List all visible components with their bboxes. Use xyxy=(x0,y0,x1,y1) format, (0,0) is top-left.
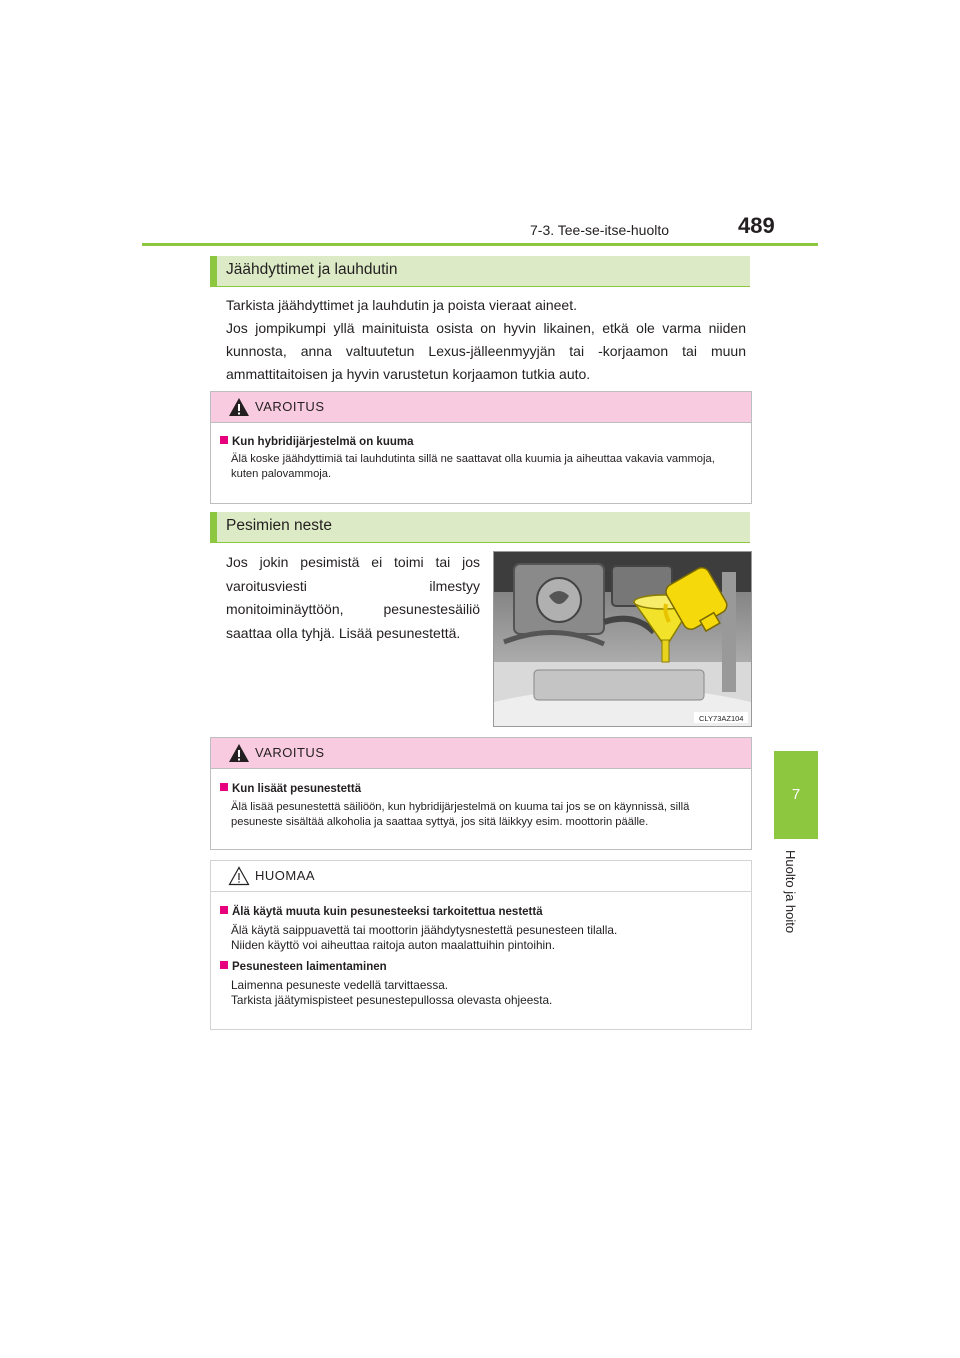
notice-item2-line2: Tarkista jäätymispisteet pesunestepullossa olevasta ohjeesta. xyxy=(231,993,553,1007)
notice-item1-title-text: Älä käytä muuta kuin pesunesteeksi tarkoitettua nestettä xyxy=(232,906,543,918)
bullet-square-icon xyxy=(220,906,228,914)
warning-item-title xyxy=(220,436,751,448)
section2-body: Jos jokin pesimistä ei toimi tai jos varoitusviesti ilmestyy monitoiminäyttöön, pesunestesäiliö saattaa olla tyhjä. Lisää pesunestettä. xyxy=(226,554,480,641)
warning-header xyxy=(211,392,751,423)
notice-item2-title-text: Pesunesteen laimentaminen xyxy=(232,961,387,973)
notice-item2-title xyxy=(220,961,751,973)
notice-item1-line2: Niiden käyttö voi aiheuttaa raitoja auton maalattuihin pintoihin. xyxy=(231,938,555,952)
warning-item-title-text: Kun lisäät pesunestettä xyxy=(232,783,362,795)
notice-box xyxy=(210,860,752,1030)
warning-item-title xyxy=(220,783,751,795)
notice-header xyxy=(211,861,751,892)
section-title-radiators: Jäähdyttimet ja lauhdutin xyxy=(226,261,398,278)
warning-label: VAROITUS xyxy=(255,745,325,760)
notice-item2-line1: Laimenna pesuneste vedellä tarvittaessa. xyxy=(231,978,449,992)
warning-box-2 xyxy=(210,737,752,850)
bullet-square-icon xyxy=(220,783,228,791)
section-title: 7-3. Tee-se-itse-huolto xyxy=(530,222,670,238)
bullet-square-icon xyxy=(220,436,228,444)
section-header-radiators xyxy=(210,256,750,287)
warning-box-1 xyxy=(210,391,752,504)
section-title-washer-fluid: Pesimien neste xyxy=(226,517,332,534)
section-header-washer-fluid xyxy=(210,512,750,543)
warning-triangle-icon xyxy=(228,743,250,763)
section1-para1: Tarkista jäähdyttimet ja lauhdutin ja poista vieraat aineet. xyxy=(226,297,577,313)
section-header-bar xyxy=(210,256,217,286)
page-number: 489 xyxy=(738,213,775,238)
warning-header xyxy=(211,738,751,769)
image-code: CLY73AZ104 xyxy=(699,714,744,723)
notice-item1-line1: Älä käytä saippuavettä tai moottorin jäähdytysnestettä pesunesteen tilalla. xyxy=(231,923,618,937)
washer-fluid-illustration xyxy=(493,551,752,727)
engine-bay-image xyxy=(494,552,751,726)
notice-label: HUOMAA xyxy=(255,868,316,883)
warning-label: VAROITUS xyxy=(255,399,325,414)
chapter-number: 7 xyxy=(791,786,801,803)
header-rule xyxy=(142,243,818,246)
notice-item1-title xyxy=(220,906,751,918)
section-header-bar xyxy=(210,512,217,542)
bullet-square-icon xyxy=(220,961,228,969)
caution-triangle-icon xyxy=(228,866,250,886)
warning-triangle-icon xyxy=(228,397,250,417)
warning-item-text: Älä lisää pesunestettä säiliöön, kun hybridijärjestelmä on kuuma tai jos se on käynnissä, sillä pesuneste sisältää alkoholia ja saattaa syttyä, jos sitä läikkyy esim. moottorin päälle. xyxy=(231,801,690,828)
warning-item-text: Älä koske jäähdyttimiä tai lauhdutinta sillä ne saattavat olla kuumia ja aiheuttaa vakavia vammoja, kuten palovammoja. xyxy=(231,453,715,480)
section1-body xyxy=(226,294,746,386)
chapter-side-title: Huolto ja hoito xyxy=(783,850,798,934)
warning-item-title-text: Kun hybridijärjestelmä on kuuma xyxy=(232,436,414,448)
chapter-tab xyxy=(774,751,818,839)
section1-para2: Jos jompikumpi yllä mainituista osista on hyvin likainen, etkä ole varma niiden kunnosta, anna valtuutetun Lexus-jälleenmyyjän tai -korjaamon tai muun ammattitaitoisen ja hyvin varustetun korjaamon tutkia auto. xyxy=(226,320,746,382)
